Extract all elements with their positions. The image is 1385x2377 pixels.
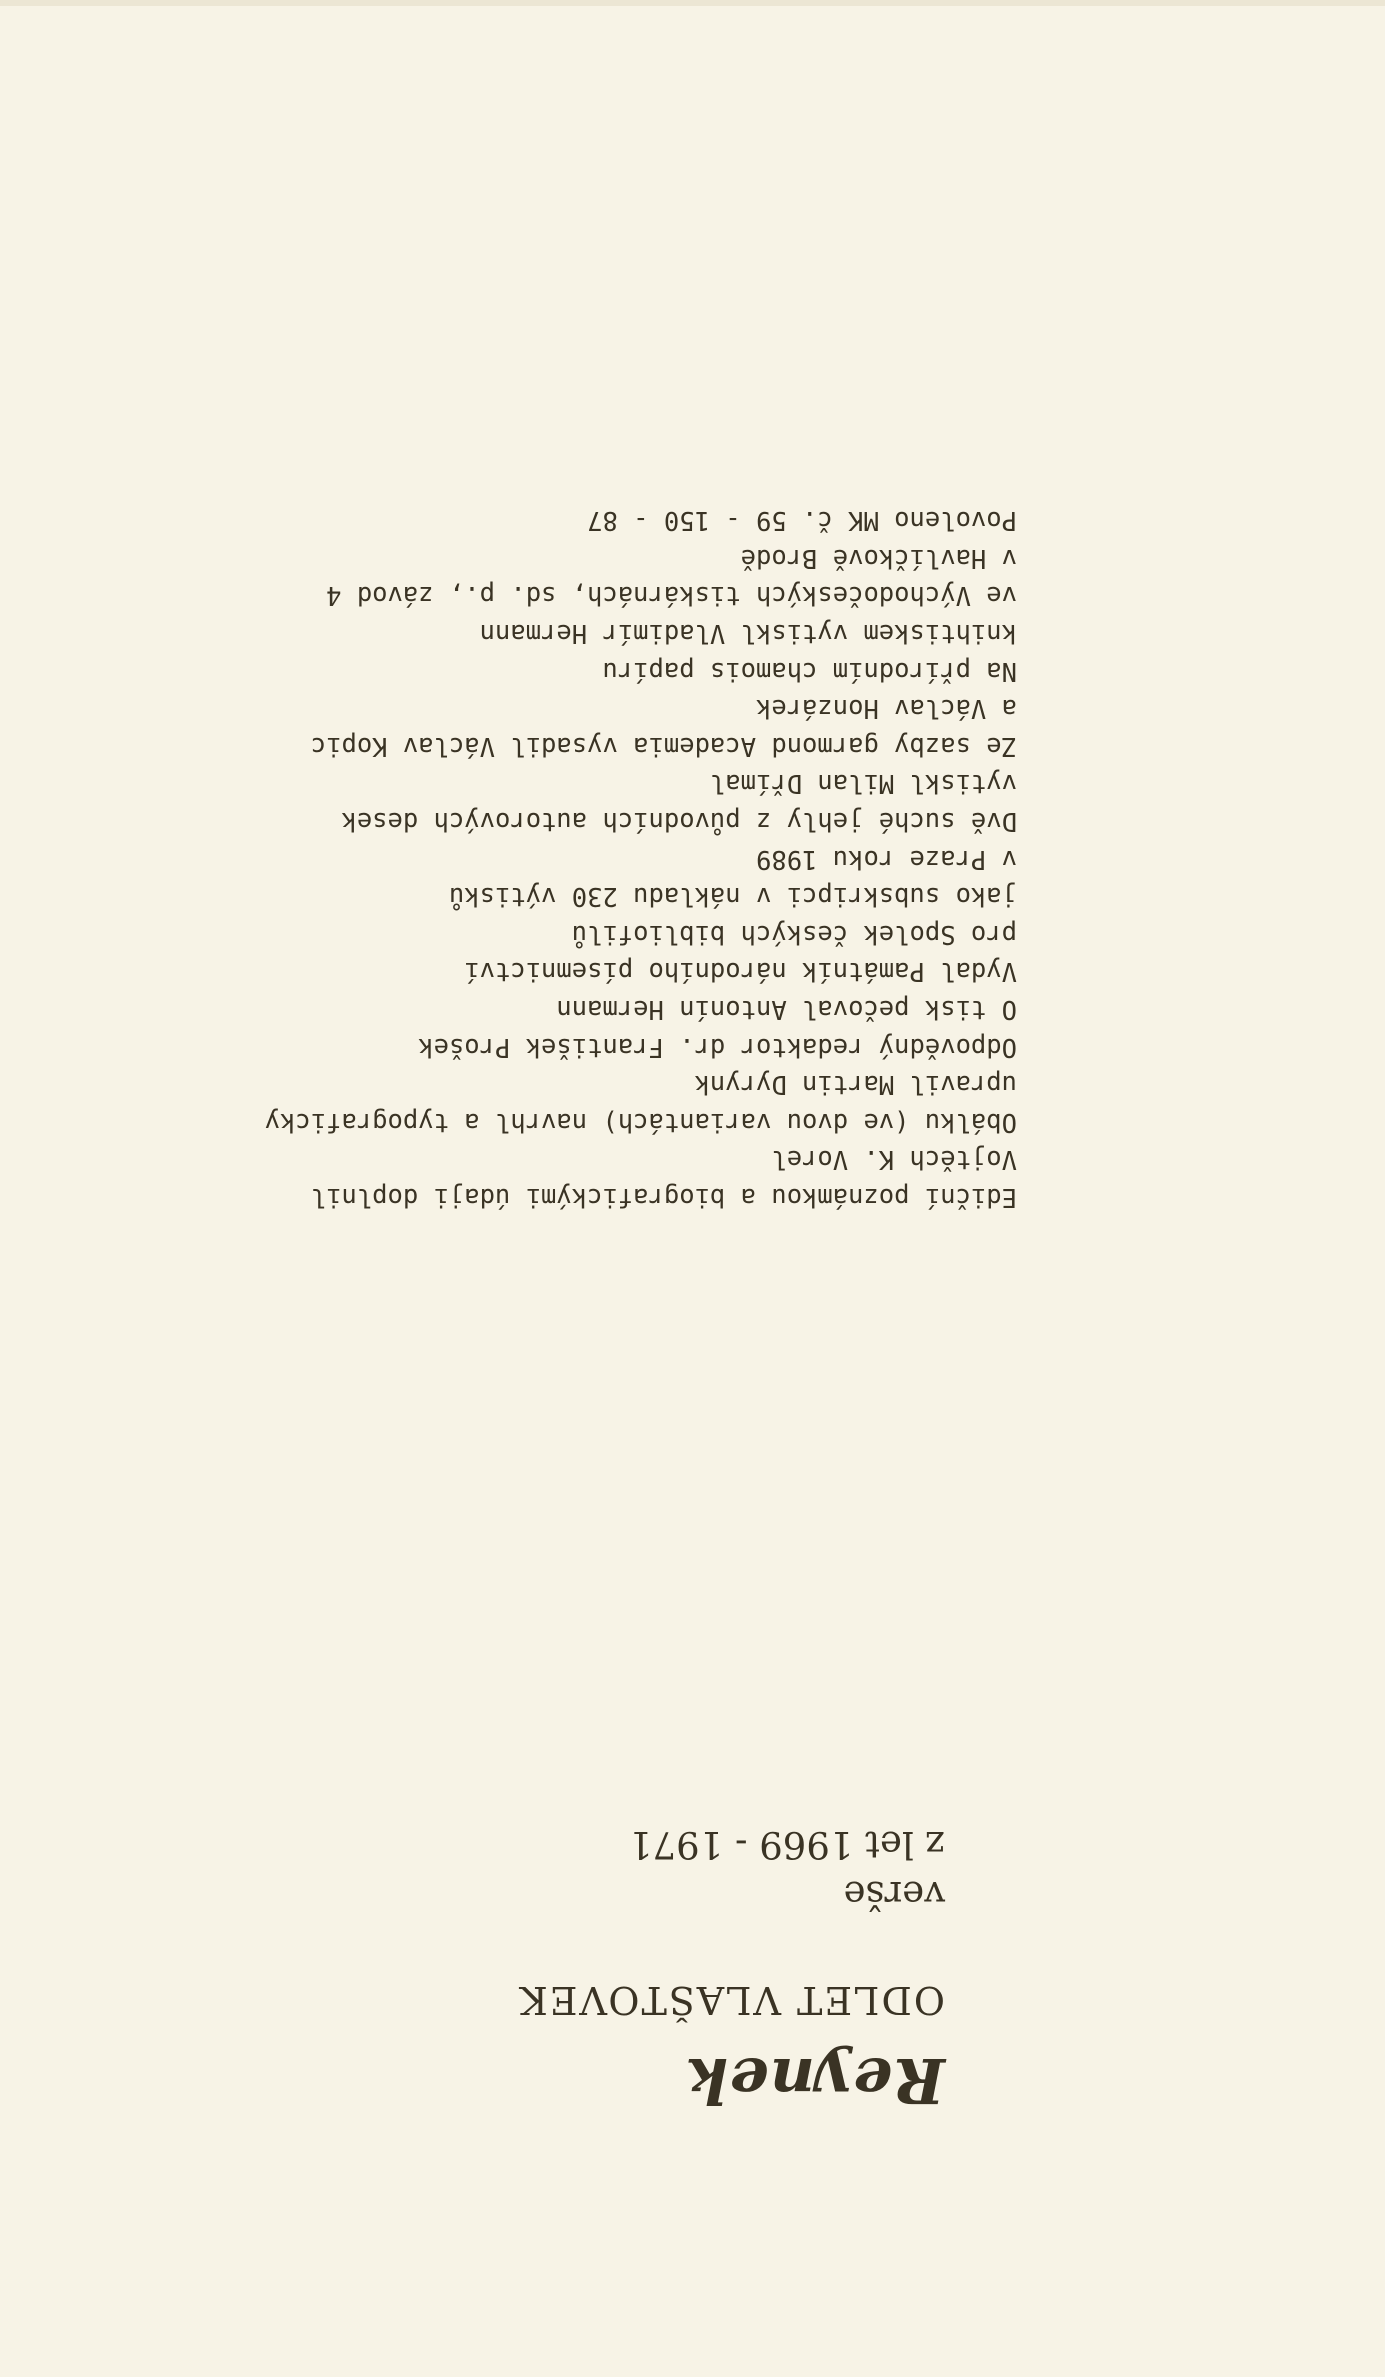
colophon-line: Dvě suché jehly z původních autorových desek bbox=[341, 806, 1017, 837]
colophon-line: Vydal Památník národního písemnictví bbox=[464, 956, 1017, 987]
colophon-line: a Václav Honzárek bbox=[756, 693, 1017, 724]
colophon-line: v Praze roku 1989 bbox=[756, 843, 1017, 874]
subtitle bbox=[629, 1819, 945, 1919]
colophon-line: O tisk pečoval Antonín Hermann bbox=[556, 994, 1017, 1025]
colophon-line: ve Východočeských tiskárnách, sd. p., závod 4 bbox=[326, 580, 1017, 611]
colophon-line: vytiskl Milan Dřímal bbox=[709, 768, 1017, 799]
colophon-line: Na přírodním chamois papíru bbox=[602, 655, 1017, 686]
colophon-line: Povoleno MK č. 59 - 150 - 87 bbox=[587, 505, 1017, 536]
colophon-line: jako subskripci v nákladu 230 výtisků bbox=[448, 881, 1017, 912]
colophon-line: Ze sazby garmond Academia vysadil Václav Kopic bbox=[310, 730, 1017, 761]
colophon-line: v Havlíčkově Brodě bbox=[740, 542, 1017, 573]
colophon-line: pro Spolek českých bibliofilů bbox=[571, 918, 1017, 949]
colophon-line: Odpovědný redaktor dr. František Prošek bbox=[418, 1031, 1017, 1062]
colophon-line: Ediční poznámkou a biografickými údaji doplnil bbox=[310, 1182, 1017, 1212]
colophon-line: Obálku (ve dvou variantách) navrhl a typograficky bbox=[264, 1106, 1017, 1137]
colophon-line: upravil Martin Dyrynk bbox=[694, 1069, 1017, 1100]
book-title: ODLET VLAŠTOVEK bbox=[517, 1978, 945, 2022]
subtitle-line: verše bbox=[843, 1873, 945, 1916]
colophon-line: knihtiskem vytiskl Vladimír Hermann bbox=[479, 618, 1017, 649]
colophon-line: Vojtěch K. Vorel bbox=[771, 1144, 1017, 1175]
author-name: Reynek bbox=[684, 2044, 945, 2117]
subtitle-line: z let 1969 - 1971 bbox=[629, 1823, 945, 1866]
colophon bbox=[97, 501, 1017, 1215]
